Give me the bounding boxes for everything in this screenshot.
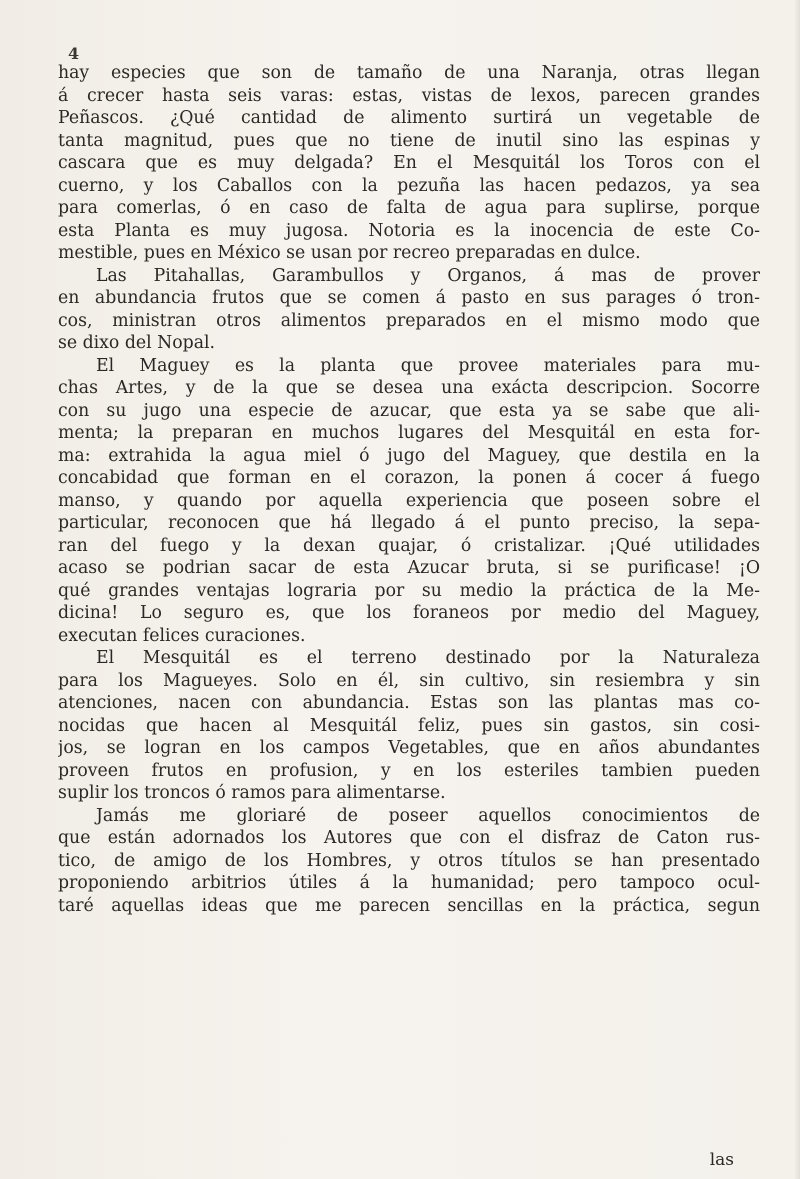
page-number: 4 — [68, 44, 80, 63]
text-line: para los Magueyes. Solo en él, sin cultivo, sin resiembra y sin — [58, 670, 760, 691]
text-line: que están adornados los Autores que con el disfraz de Caton rus- — [58, 828, 760, 848]
text-line: cascara que es muy delgada? En el Mesquitál los Toros con el — [58, 153, 760, 173]
text-line: atenciones, nacen con abundancia. Estas son las plantas mas co- — [58, 693, 760, 713]
text-line: nocidas que hacen al Mesquitál feliz, pues sin gastos, sin cosi- — [58, 715, 760, 736]
text-line: en abundancia frutos que se comen á pasto en sus parages ó tron- — [58, 288, 760, 308]
text-line: manso, y quando por aquella experiencia que poseen sobre el — [58, 490, 760, 511]
text-line: proveen frutos en profusion, y en los esteriles tambien pueden — [58, 760, 760, 781]
text-line: á crecer hasta seis varas: estas, vistas de lexos, parecen grandes — [58, 85, 760, 106]
text-line: ma: extrahida la agua miel ó jugo del Maguey, que destila en la — [58, 445, 760, 466]
text-line: ran del fuego y la dexan quajar, ó cristalizar. ¡Qué utilidades — [58, 535, 760, 556]
text-line: acaso se podrian sacar de esta Azucar bruta, si se purificase! ¡O — [58, 558, 760, 578]
text-line: cos, ministran otros alimentos preparados en el mismo modo que — [58, 310, 760, 331]
text-line: tico, de amigo de los Hombres, y otros títulos se han presentado — [58, 850, 760, 871]
text-line: tanta magnitud, pues que no tiene de inutil sino las espinas y — [58, 130, 760, 151]
text-line: El Mesquitál es el terreno destinado por la Naturaleza — [96, 648, 760, 668]
text-line: esta Planta es muy jugosa. Notoria es la inocencia de este Co- — [58, 220, 760, 241]
body-text — [58, 62, 760, 917]
text-line: dicina! Lo seguro es, que los foraneos por medio del Maguey, — [58, 603, 760, 623]
text-line: particular, reconocen que há llegado á el punto preciso, la sepa- — [58, 513, 760, 533]
text-line: suplir los troncos ó ramos para alimentarse. — [58, 783, 446, 803]
text-line: se dixo del Nopal. — [58, 333, 216, 353]
text-line: proponiendo arbitrios útiles á la humanidad; pero tampoco ocul- — [58, 873, 760, 893]
text-line: taré aquellas ideas que me parecen sencillas en la práctica, segun — [58, 895, 760, 916]
text-line: qué grandes ventajas lograria por su medio la práctica de la Me- — [58, 580, 760, 601]
page-edge-shadow — [794, 0, 800, 1179]
text-line: Peñascos. ¿Qué cantidad de alimento surtirá un vegetable de — [58, 108, 760, 128]
text-line: chas Artes, y de la que se desea una exácta descripcion. Socorre — [58, 378, 760, 398]
text-line: jos, se logran en los campos Vegetables, que en años abundantes — [58, 738, 760, 758]
text-line: Las Pitahallas, Garambullos y Organos, á mas de prover — [96, 265, 760, 286]
text-line: para comerlas, ó en caso de falta de agua para suplirse, porque — [58, 198, 760, 218]
text-line: executan felices curaciones. — [58, 625, 306, 646]
text-line: con su jugo una especie de azucar, que esta ya se sabe que ali- — [58, 400, 760, 421]
text-line: concabidad que forman en el corazon, la ponen á cocer á fuego — [58, 468, 760, 488]
text-line: mestible, pues en México se usan por recreo preparadas en dulce. — [58, 243, 641, 263]
text-line: menta; la preparan en muchos lugares del Mesquitál en esta for- — [58, 423, 760, 443]
text-line: cuerno, y los Caballos con la pezuña las hacen pedazos, ya sea — [58, 175, 760, 196]
text-line: hay especies que son de tamaño de una Naranja, otras llegan — [58, 63, 760, 83]
catchword: las — [709, 1150, 734, 1170]
text-line: El Maguey es la planta que provee materiales para mu- — [96, 355, 760, 376]
text-line: Jamás me gloriaré de poseer aquellos conocimientos de — [96, 805, 760, 826]
